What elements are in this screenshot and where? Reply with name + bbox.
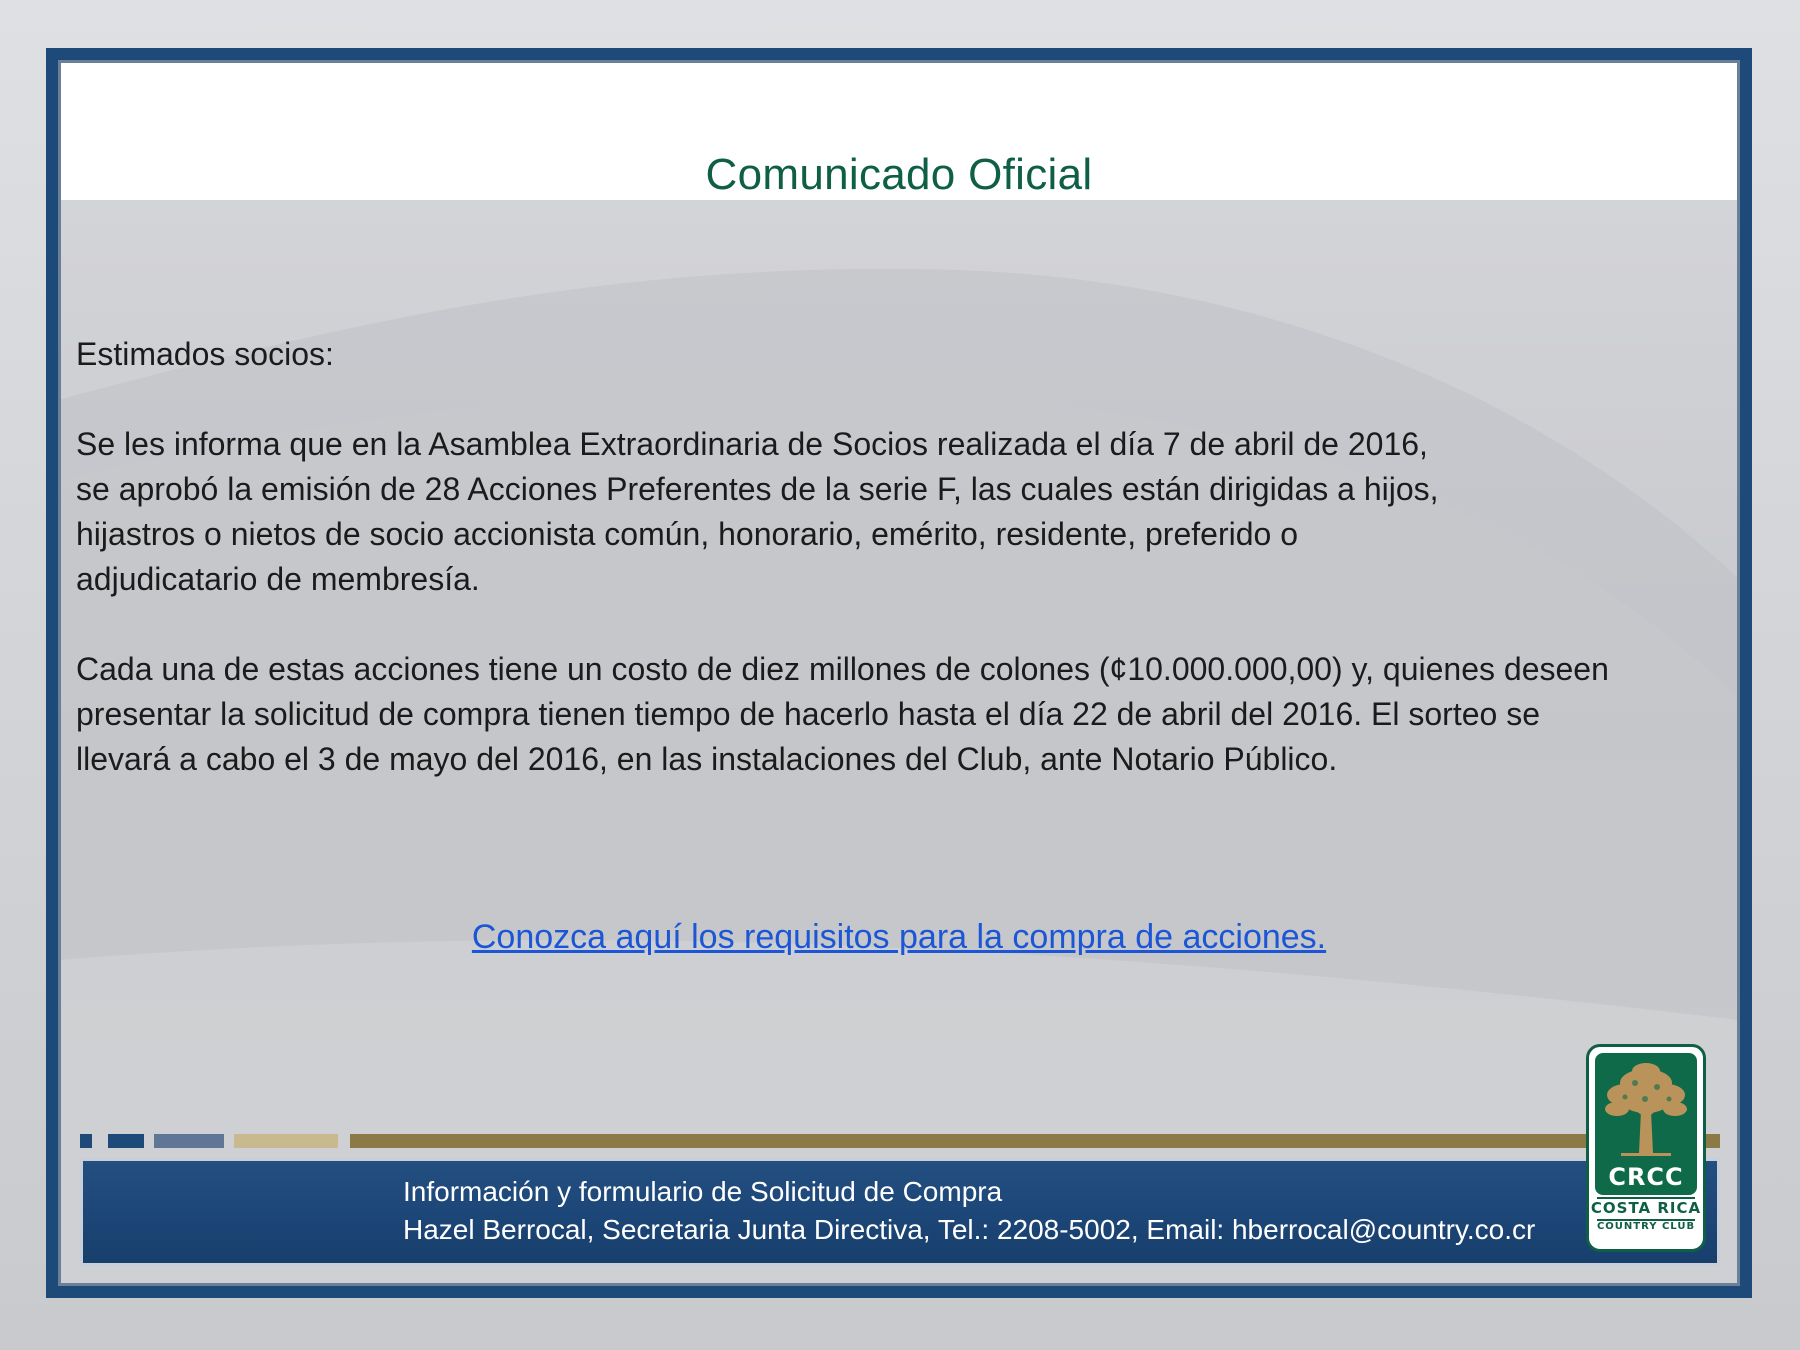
paragraph-assembly	[76, 422, 1726, 602]
salutation: Estimados socios:	[76, 336, 334, 372]
stripe	[154, 1134, 224, 1148]
requirements-link-container	[58, 918, 1740, 957]
paragraph-line: Cada una de estas acciones tiene un costo de diez millones de colones (¢10.000.000,00) y, quienes deseen	[76, 651, 1609, 687]
footer-bar	[80, 1158, 1720, 1266]
paragraph-line: se aprobó la emisión de 28 Acciones Preferentes de la serie F, las cuales están dirigidas a hijos,	[76, 471, 1439, 507]
paragraph-line: presentar la solicitud de compra tienen tiempo de hacerlo hasta el día 22 de abril del 2016. El sorteo se	[76, 696, 1540, 732]
decorative-stripes	[80, 1134, 1720, 1150]
stripe	[108, 1134, 144, 1148]
club-logo	[1586, 1044, 1706, 1252]
communique-frame	[46, 48, 1752, 1298]
paragraph-line: adjudicatario de membresía.	[76, 561, 480, 597]
paragraph-line: hijastros o nietos de socio accionista común, honorario, emérito, residente, preferido o	[76, 516, 1298, 552]
paragraph-line: Se les informa que en la Asamblea Extraordinaria de Socios realizada el día 7 de abril de 2016,	[76, 426, 1428, 462]
logo-subtitle: COUNTRY CLUB	[1596, 1221, 1696, 1232]
logo-name: COSTA RICA	[1590, 1199, 1702, 1217]
stripe	[80, 1134, 92, 1148]
stripe	[350, 1134, 1720, 1148]
paragraph-cost	[76, 647, 1726, 782]
footer-contact	[403, 1173, 1535, 1249]
stripe	[234, 1134, 338, 1148]
logo-abbreviation: CRCC	[1608, 1163, 1684, 1191]
paragraph-line: llevará a cabo el 3 de mayo del 2016, en las instalaciones del Club, ante Notario Público.	[76, 741, 1338, 777]
page-title: Comunicado Oficial	[705, 150, 1093, 199]
logo-emblem	[1595, 1053, 1697, 1195]
footer-line-1: Información y formulario de Solicitud de Compra	[403, 1176, 1003, 1207]
letter-body	[76, 332, 1726, 827]
tree-icon	[1595, 1053, 1697, 1163]
requirements-link[interactable]: Conozca aquí los requisitos para la compra de acciones.	[471, 918, 1327, 956]
footer-line-2: Hazel Berrocal, Secretaria Junta Directiva, Tel.: 2208-5002, Email: hberrocal@country.co.cr	[403, 1214, 1536, 1245]
